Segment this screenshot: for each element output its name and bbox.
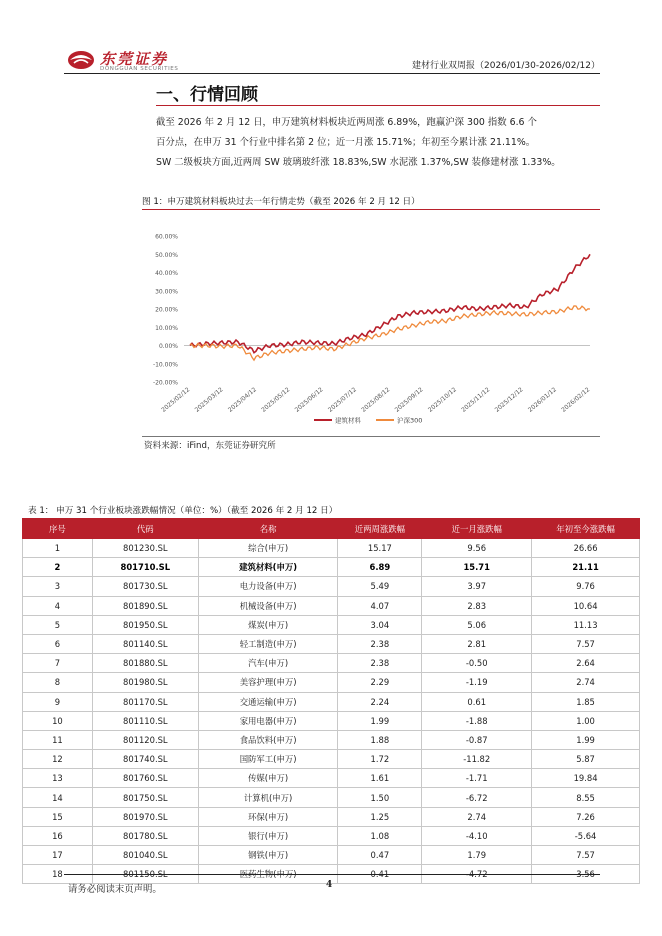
y-tick-label: 0.00% xyxy=(158,343,178,350)
table-cell: 6.89 xyxy=(338,558,422,577)
series-lines xyxy=(190,254,590,360)
table-cell: 电力设备(申万) xyxy=(198,577,338,596)
x-tick-label: 2025/02/12 xyxy=(160,386,192,414)
table-cell: 7 xyxy=(23,654,93,673)
table-cell: 16 xyxy=(23,826,93,845)
legend-label: 建筑材料 xyxy=(335,416,361,425)
table-row xyxy=(23,750,640,769)
table-cell: 10.64 xyxy=(532,596,640,615)
x-tick-label: 2025/12/12 xyxy=(493,386,525,414)
figure-bottom-rule xyxy=(142,436,600,437)
table-cell: 9.76 xyxy=(532,577,640,596)
table-cell: -5.64 xyxy=(532,826,640,845)
table-cell: 13 xyxy=(23,769,93,788)
series-line xyxy=(190,306,590,360)
table-cell: 15.17 xyxy=(338,539,422,558)
table-cell: 17 xyxy=(23,846,93,865)
table-cell: 5.49 xyxy=(338,577,422,596)
table-cell: 2.64 xyxy=(532,654,640,673)
table-cell: 计算机(申万) xyxy=(198,788,338,807)
table-cell: 3 xyxy=(23,577,93,596)
x-tick-label: 2025/11/12 xyxy=(460,386,492,414)
table-cell: 801890.SL xyxy=(92,596,198,615)
table-cell: 1.08 xyxy=(338,826,422,845)
table-cell: 钢铁(申万) xyxy=(198,846,338,865)
table-cell: 8.55 xyxy=(532,788,640,807)
table-cell: 10 xyxy=(23,711,93,730)
y-tick-label: 20.00% xyxy=(155,306,178,314)
logo-emblem-icon xyxy=(66,47,96,73)
table-cell: -11.82 xyxy=(422,750,532,769)
table-cell: 1.25 xyxy=(338,807,422,826)
table-cell: 26.66 xyxy=(532,539,640,558)
chart-legend xyxy=(314,416,422,425)
x-axis xyxy=(160,386,591,414)
table-cell: 汽车(申万) xyxy=(198,654,338,673)
x-tick-label: 2025/09/12 xyxy=(393,386,425,414)
table-cell: -1.88 xyxy=(422,711,532,730)
table-cell: -0.50 xyxy=(422,654,532,673)
table-row xyxy=(23,654,640,673)
x-tick-label: 2025/03/12 xyxy=(193,386,225,414)
table-cell: 0.61 xyxy=(422,692,532,711)
paragraph-line-1: 截至 2026 年 2 月 12 日，申万建筑材料板块近两周涨 6.89%，跑赢沪深 300 指数 6.6 个 xyxy=(156,117,537,128)
x-tick-label: 2025/07/12 xyxy=(326,386,358,414)
table-cell: 3.04 xyxy=(338,615,422,634)
column-header: 名称 xyxy=(198,519,338,539)
table-row xyxy=(23,558,640,577)
table-cell: 1.00 xyxy=(532,711,640,730)
table-cell: 801140.SL xyxy=(92,634,198,653)
x-tick-label: 2026/02/12 xyxy=(560,386,592,414)
table-cell: 11 xyxy=(23,730,93,749)
paragraph-line-2: 百分点，在申万 31 个行业中排名第 2 位；近一月涨 15.71%；年初至今累计涨 21.11%。 xyxy=(156,137,536,148)
table-cell: 5.06 xyxy=(422,615,532,634)
table-cell: 7.57 xyxy=(532,846,640,865)
table-cell: 建筑材料(申万) xyxy=(198,558,338,577)
x-tick-label: 2025/10/12 xyxy=(426,386,458,414)
table-cell: 5 xyxy=(23,615,93,634)
table-cell: 1.99 xyxy=(338,711,422,730)
table-cell: 2.24 xyxy=(338,692,422,711)
table-cell: 传媒(申万) xyxy=(198,769,338,788)
table-cell: 1.72 xyxy=(338,750,422,769)
figure-source: 资料来源：iFind，东莞证券研究所 xyxy=(144,441,276,451)
table-cell: 2.83 xyxy=(422,596,532,615)
figure-top-rule xyxy=(142,209,600,210)
table-cell: 环保(申万) xyxy=(198,807,338,826)
table-cell: 801710.SL xyxy=(92,558,198,577)
table-cell: 1.99 xyxy=(532,730,640,749)
table-cell: 0.47 xyxy=(338,846,422,865)
table-cell: 2.29 xyxy=(338,673,422,692)
table-cell: 4.07 xyxy=(338,596,422,615)
table-row xyxy=(23,634,640,653)
x-tick-label: 2025/06/12 xyxy=(293,386,325,414)
y-tick-label: 60.00% xyxy=(155,233,178,241)
x-tick-label: 2025/04/12 xyxy=(226,386,258,414)
table-row xyxy=(23,711,640,730)
table-cell: -4.10 xyxy=(422,826,532,845)
table-cell: 3.97 xyxy=(422,577,532,596)
table-cell: 轻工制造(申万) xyxy=(198,634,338,653)
table-cell: 801040.SL xyxy=(92,846,198,865)
industry-table xyxy=(22,518,640,884)
table-cell: 15.71 xyxy=(422,558,532,577)
y-tick-label: 30.00% xyxy=(155,288,178,296)
table-cell: 1.85 xyxy=(532,692,640,711)
table-cell: -1.19 xyxy=(422,673,532,692)
legend-label: 沪深300 xyxy=(397,416,423,425)
table-cell: 801230.SL xyxy=(92,539,198,558)
table-row xyxy=(23,807,640,826)
table-cell: 8 xyxy=(23,673,93,692)
table-cell: 9 xyxy=(23,692,93,711)
table-cell: 1 xyxy=(23,539,93,558)
section-underline xyxy=(156,105,600,106)
table-cell: 2.74 xyxy=(422,807,532,826)
table-cell: 机械设备(申万) xyxy=(198,596,338,615)
table-cell: 1.50 xyxy=(338,788,422,807)
figure-caption: 图 1：申万建筑材料板块过去一年行情走势（截至 2026 年 2 月 12 日） xyxy=(142,197,420,207)
paragraph-line-3: SW 二级板块方面,近两周 SW 玻璃玻纤涨 18.83%,SW 水泥涨 1.37%,SW 装修建材涨 1.33%。 xyxy=(156,157,561,168)
table-header-row xyxy=(23,519,640,539)
table-cell: 6 xyxy=(23,634,93,653)
x-tick-label: 2025/08/12 xyxy=(360,386,392,414)
table-row xyxy=(23,730,640,749)
table-cell: -0.87 xyxy=(422,730,532,749)
table-cell: 801110.SL xyxy=(92,711,198,730)
table-cell: 12 xyxy=(23,750,93,769)
table-cell: 交通运输(申万) xyxy=(198,692,338,711)
table-row xyxy=(23,788,640,807)
table-cell: -1.71 xyxy=(422,769,532,788)
y-axis xyxy=(153,234,178,387)
table-cell: -6.72 xyxy=(422,788,532,807)
table-cell: 7.57 xyxy=(532,634,640,653)
table-row xyxy=(23,673,640,692)
table-cell: 15 xyxy=(23,807,93,826)
table-cell: 1.88 xyxy=(338,730,422,749)
footer-divider xyxy=(64,874,600,875)
x-tick-label: 2026/01/12 xyxy=(526,386,558,414)
table-cell: 801950.SL xyxy=(92,615,198,634)
y-tick-label: 10.00% xyxy=(155,324,178,332)
table-cell: 801120.SL xyxy=(92,730,198,749)
line-chart xyxy=(142,212,600,434)
table-cell: 11.13 xyxy=(532,615,640,634)
table-body xyxy=(23,539,640,884)
table-cell: 2.81 xyxy=(422,634,532,653)
column-header: 近一月涨跌幅 xyxy=(422,519,532,539)
table-cell: 2.74 xyxy=(532,673,640,692)
table-row xyxy=(23,692,640,711)
column-header: 近两周涨跌幅 xyxy=(338,519,422,539)
table-cell: 801170.SL xyxy=(92,692,198,711)
table-cell: 煤炭(申万) xyxy=(198,615,338,634)
table-cell: 4 xyxy=(23,596,93,615)
table-cell: 21.11 xyxy=(532,558,640,577)
table-cell: 食品饮料(申万) xyxy=(198,730,338,749)
table-row xyxy=(23,596,640,615)
y-tick-label: 40.00% xyxy=(155,270,178,277)
table-cell: 2.38 xyxy=(338,654,422,673)
table-cell: 7.26 xyxy=(532,807,640,826)
table-row xyxy=(23,577,640,596)
logo-subtitle: DONGGUAN SECURITIES xyxy=(100,66,179,72)
table-cell: 2.38 xyxy=(338,634,422,653)
table-caption: 表 1： 申万 31 个行业板块涨跌幅情况（单位：%）（截至 2026 年 2 月 12 日） xyxy=(28,506,338,516)
table-cell: 801970.SL xyxy=(92,807,198,826)
table-cell: 801750.SL xyxy=(92,788,198,807)
table-cell: 19.84 xyxy=(532,769,640,788)
table-cell: 5.87 xyxy=(532,750,640,769)
table-cell: 银行(申万) xyxy=(198,826,338,845)
footer-disclaimer: 请务必阅读末页声明。 xyxy=(68,884,162,895)
table-cell: 14 xyxy=(23,788,93,807)
table-cell: 综合(申万) xyxy=(198,539,338,558)
y-tick-label: 50.00% xyxy=(155,251,178,259)
column-header: 年初至今涨跌幅 xyxy=(532,519,640,539)
table-cell: 国防军工(申万) xyxy=(198,750,338,769)
table-cell: 9.56 xyxy=(422,539,532,558)
table-row xyxy=(23,539,640,558)
series-line xyxy=(190,254,590,352)
table-cell: 801880.SL xyxy=(92,654,198,673)
table-cell: 801740.SL xyxy=(92,750,198,769)
table-cell: 1.79 xyxy=(422,846,532,865)
column-header: 代码 xyxy=(92,519,198,539)
page-number: 4 xyxy=(326,880,333,890)
company-logo xyxy=(66,47,190,73)
table-cell: 801980.SL xyxy=(92,673,198,692)
table-cell: 801760.SL xyxy=(92,769,198,788)
column-header: 序号 xyxy=(23,519,93,539)
y-tick-label: -20.00% xyxy=(152,379,178,387)
x-tick-label: 2025/05/12 xyxy=(260,386,292,414)
report-title: 建材行业双周报（2026/01/30-2026/02/12） xyxy=(412,61,600,71)
table-cell: 美容护理(申万) xyxy=(198,673,338,692)
header-divider xyxy=(64,73,600,74)
table-cell: 801730.SL xyxy=(92,577,198,596)
logo-wordmark: 东莞证券 xyxy=(100,50,169,68)
table-row xyxy=(23,615,640,634)
table-row xyxy=(23,846,640,865)
table-row xyxy=(23,769,640,788)
table-cell: 1.61 xyxy=(338,769,422,788)
table-cell: 2 xyxy=(23,558,93,577)
table-cell: 801780.SL xyxy=(92,826,198,845)
table-row xyxy=(23,826,640,845)
table-cell: 18 xyxy=(23,865,93,884)
table-cell: 家用电器(申万) xyxy=(198,711,338,730)
section-title: 一、行情回顾 xyxy=(156,85,258,105)
y-tick-label: -10.00% xyxy=(152,361,178,369)
